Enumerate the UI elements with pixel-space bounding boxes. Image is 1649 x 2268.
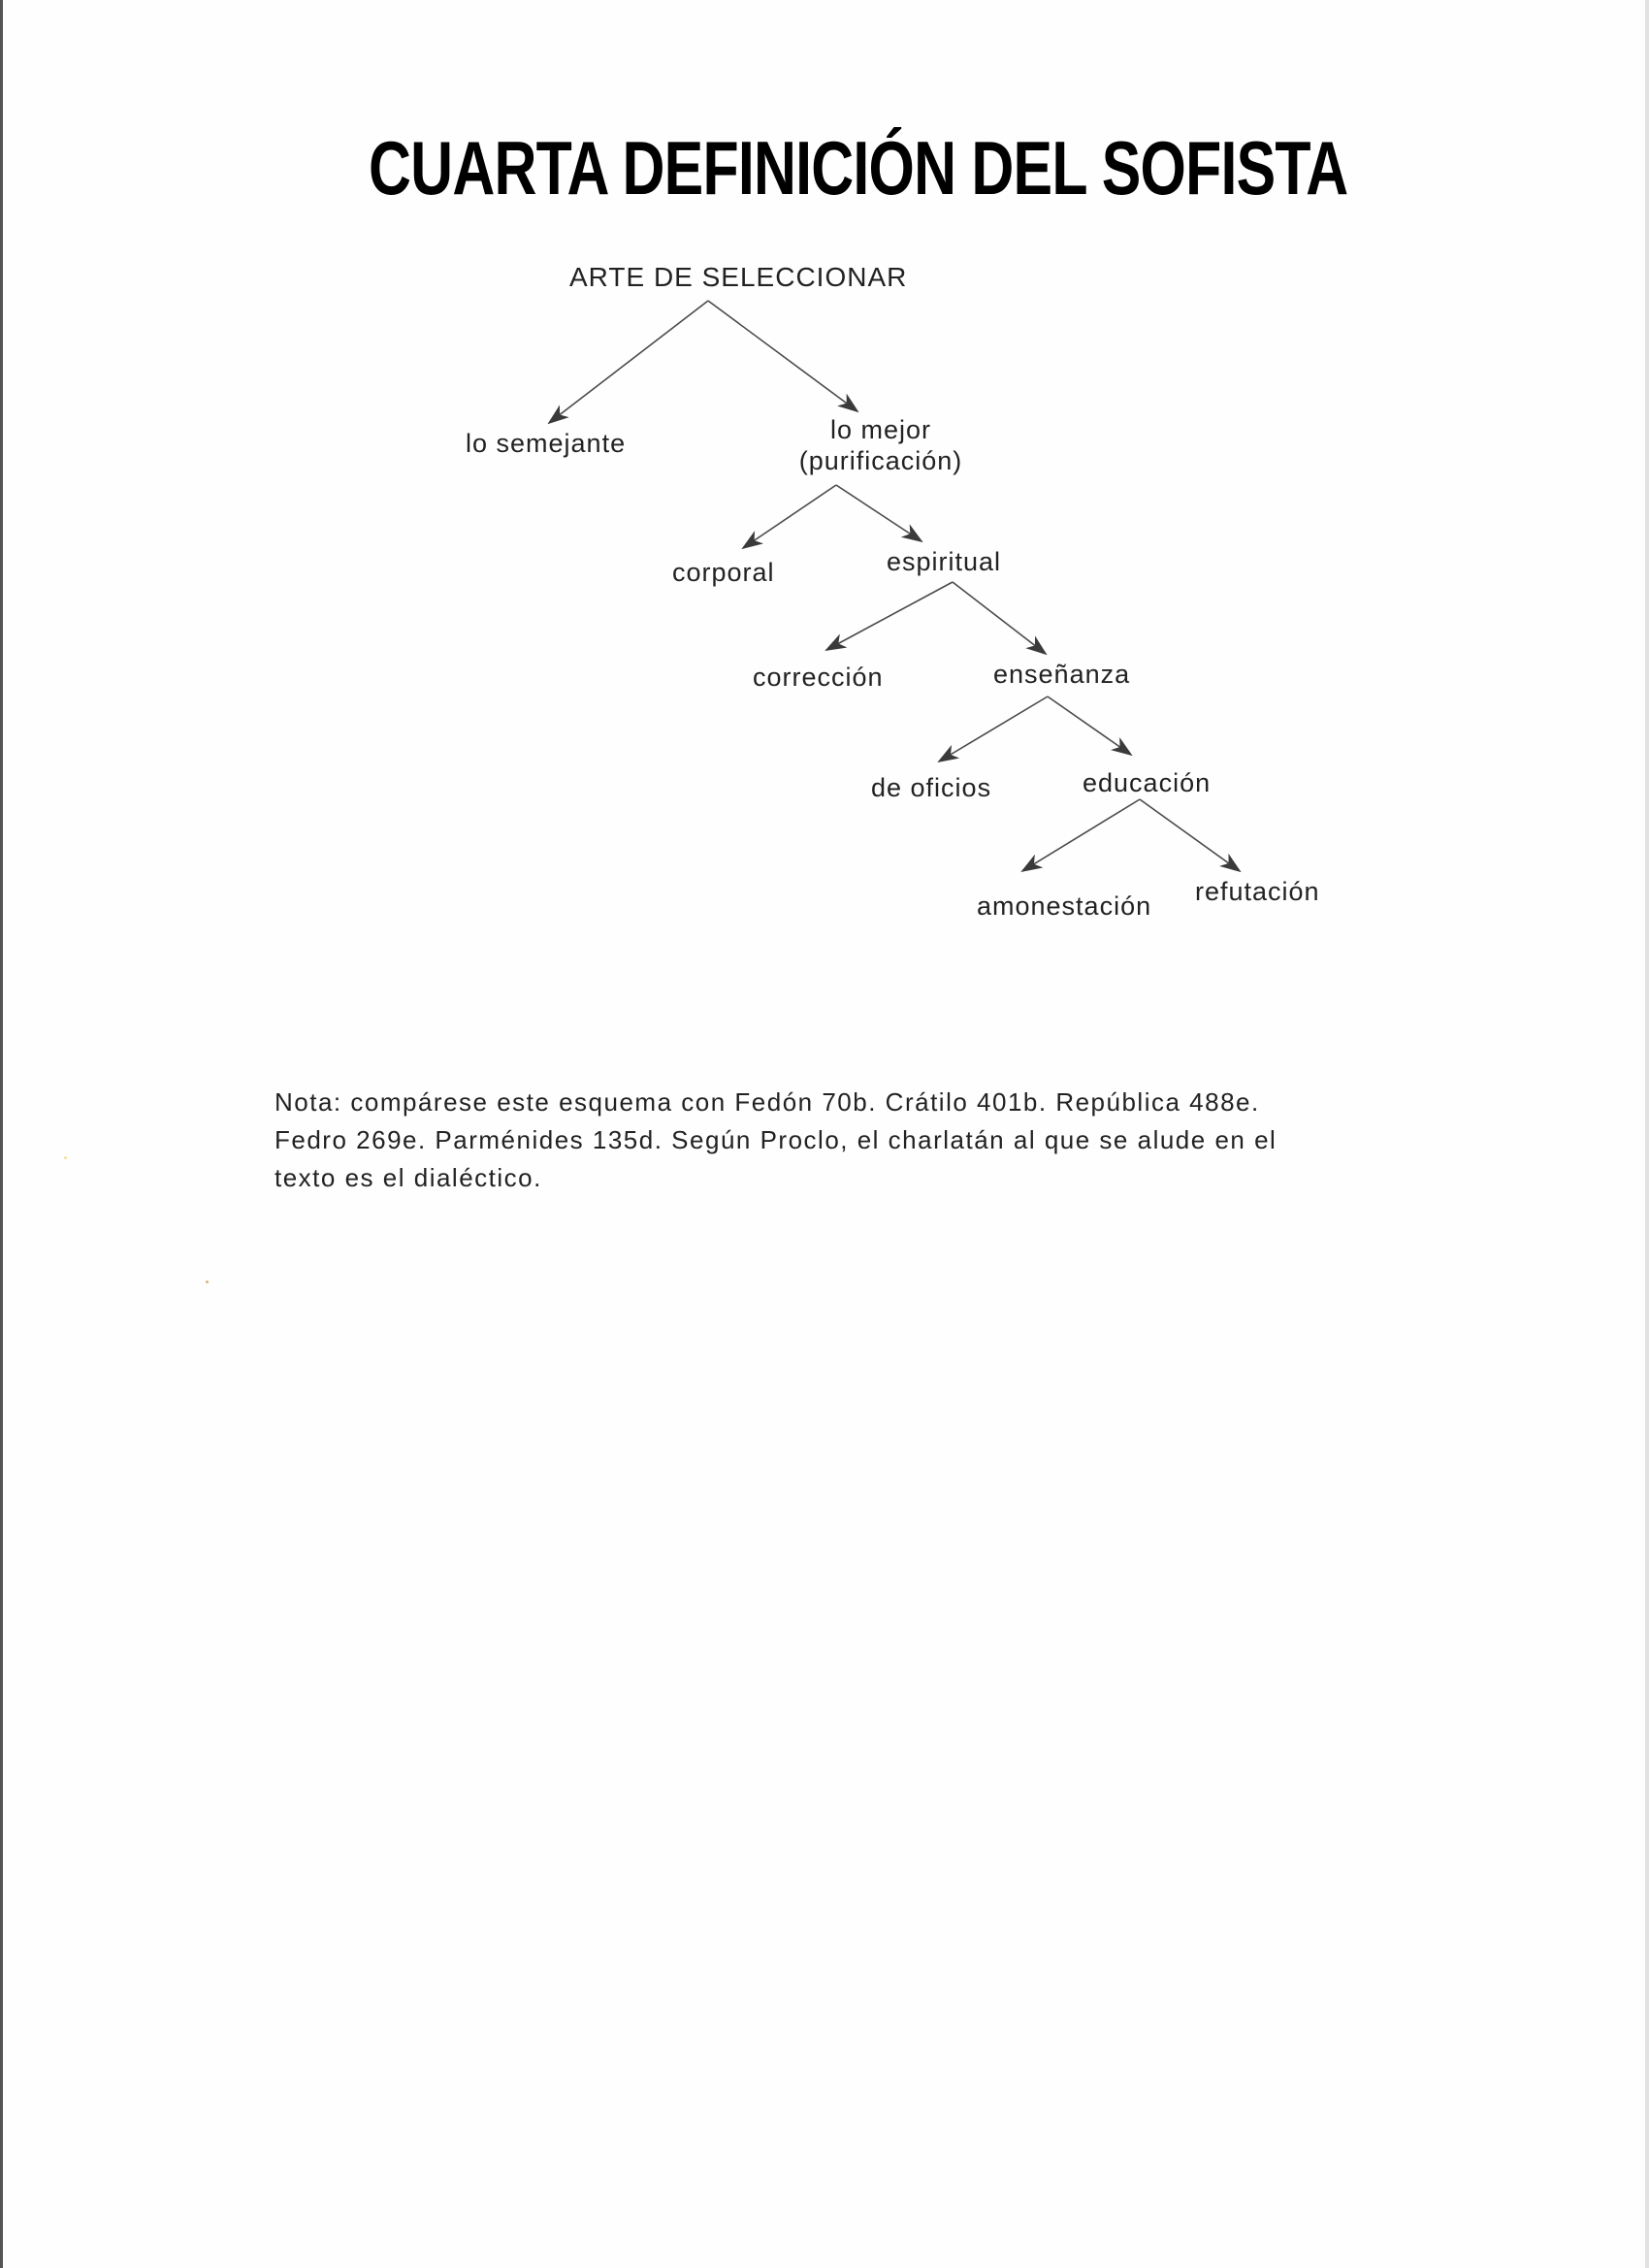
edge-ensenanza-educacion bbox=[1048, 697, 1131, 755]
edge-mejor-espiritual bbox=[836, 485, 922, 541]
node-correccion: corrección bbox=[753, 663, 884, 692]
footnote-line-3: texto es el dialéctico. bbox=[275, 1163, 542, 1192]
node-lo-mejor-line2: (purificación) bbox=[798, 446, 963, 475]
edge-espiritual-ensenanza bbox=[953, 582, 1046, 654]
node-lo-semejante: lo semejante bbox=[466, 429, 627, 458]
node-refutacion: refutación bbox=[1195, 877, 1320, 906]
scan-speck bbox=[64, 1156, 67, 1159]
page-title: CUARTA DEFINICIÓN DEL SOFISTA bbox=[369, 125, 1348, 211]
scan-speck bbox=[206, 1280, 209, 1283]
node-corporal: corporal bbox=[672, 558, 775, 587]
node-educacion: educación bbox=[1083, 768, 1212, 797]
footnote bbox=[275, 1084, 1380, 1197]
edge-mejor-corporal bbox=[743, 485, 836, 548]
footnote-line-1: Nota: compárese este esquema con Fedón 70b. Crátilo 401b. República 488e. bbox=[275, 1087, 1260, 1117]
node-ensenanza: enseñanza bbox=[993, 660, 1131, 689]
edge-root-mejor bbox=[708, 301, 857, 411]
node-de-oficios: de oficios bbox=[871, 773, 992, 802]
node-lo-mejor-line1: lo mejor bbox=[829, 415, 932, 444]
node-lo-mejor bbox=[784, 414, 978, 476]
node-root: ARTE DE SELECCIONAR bbox=[569, 262, 908, 292]
edge-educacion-refutacion bbox=[1140, 799, 1240, 871]
edge-espiritual-correccion bbox=[826, 582, 953, 650]
footnote-line-2: Fedro 269e. Parménides 135d. Según Proclo, el charlatán al que se alude en el bbox=[275, 1125, 1277, 1154]
node-amonestacion: amonestación bbox=[977, 891, 1152, 921]
edge-root-semejante bbox=[549, 301, 708, 423]
node-espiritual: espiritual bbox=[887, 547, 1002, 576]
edge-ensenanza-oficios bbox=[939, 697, 1048, 761]
edge-educacion-amonestacion bbox=[1022, 799, 1140, 871]
